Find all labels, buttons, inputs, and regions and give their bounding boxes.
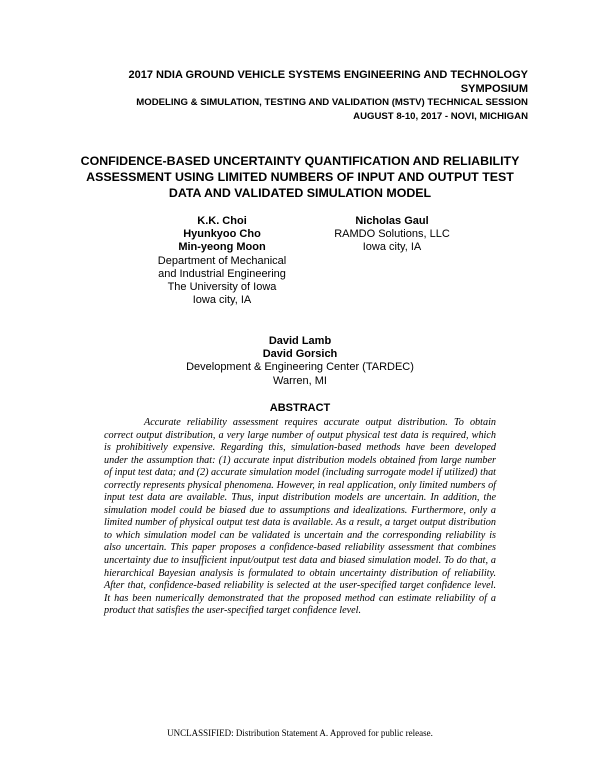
author-organization: RAMDO Solutions, LLC	[334, 228, 450, 241]
author-department: Department of Mechanical and Industrial Engineering	[157, 254, 287, 280]
author-name: Min-yeong Moon	[178, 241, 266, 254]
author-name: David Gorsich	[262, 348, 338, 361]
author-name: K.K. Choi	[197, 215, 247, 227]
author-institution: The University of Iowa	[167, 281, 277, 294]
author-block-center	[150, 335, 450, 388]
conference-date-location: AUGUST 8-10, 2017 - NOVI, MICHIGAN	[353, 111, 528, 122]
author-organization: Development & Engineering Center (TARDEC)	[186, 361, 414, 374]
author-location: Iowa city, IA	[192, 294, 252, 307]
author-block-left	[152, 215, 292, 307]
paper-title: CONFIDENCE-BASED UNCERTAINTY QUANTIFICATION AND RELIABILITY ASSESSMENT USING LIMITED NUMBERS OF INPUT AND OUTPUT TEST DATA AND VALIDATED SIMULATION MODEL	[80, 154, 520, 200]
author-location: Warren, MI	[273, 374, 327, 387]
author-name: David Lamb	[268, 335, 332, 347]
abstract-text: Accurate reliability assessment requires accurate output distribution. To obtain correct output distribution, a very large number of output physical test data is required, which is prohibitively expensive. Regarding this, simulation-based methods have been developed under the assumption that: (1) accurate input distribution models obtained from large number of input test data; and (2) accurate simulation model (including surrogate model if utilized) that correctly represents physical phenomena. However, in real application, only limited numbers of input test data are available. Thus, input distribution models are uncertain. In addition, the simulation model could be biased due to assumptions and idealizations. Furthermore, only a limited number of physical output test data is available. As a result, a target output distribution to which simulation model can be validated is uncertain and the corresponding reliability is also uncertain. This paper proposes a confidence-based reliability assessment that combines uncertainty due to insufficient input/output test data and biased simulation model. To do that, a hierarchical Bayesian analysis is formulated to obtain uncertainty distribution of reliability. After that, confidence-based reliability is selected at the user-specified target confidence level. It has been numerically demonstrated that the proposed method can estimate reliability of a product that satisfies the user-specified target confidence level.	[104, 417, 496, 617]
session-name: MODELING & SIMULATION, TESTING AND VALIDATION (MSTV) TECHNICAL SESSION	[136, 97, 528, 108]
author-block-right	[322, 215, 462, 255]
author-location: Iowa city, IA	[362, 241, 422, 254]
author-name: Hyunkyoo Cho	[183, 228, 261, 241]
author-name: Nicholas Gaul	[355, 215, 429, 227]
conference-name: 2017 NDIA GROUND VEHICLE SYSTEMS ENGINEERING AND TECHNOLOGY SYMPOSIUM	[128, 69, 528, 95]
distribution-statement: UNCLASSIFIED: Distribution Statement A. Approved for public release.	[167, 728, 433, 738]
abstract-heading: ABSTRACT	[269, 402, 331, 414]
conference-header	[108, 68, 528, 124]
